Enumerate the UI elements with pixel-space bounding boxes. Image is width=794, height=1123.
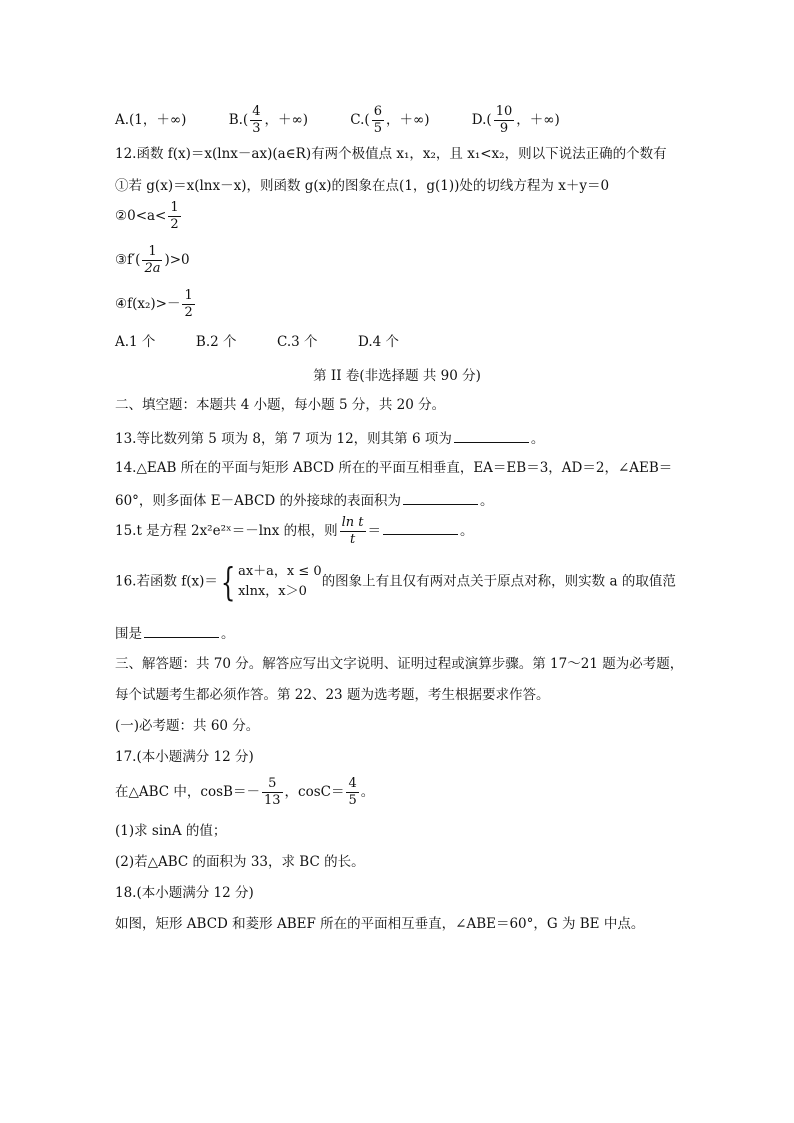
q13-text: 13.等比数列第 5 项为 8，第 7 项为 12，则其第 6 项为: [115, 431, 452, 447]
q14-line-2: [115, 490, 493, 510]
q15-end: 。: [460, 523, 474, 539]
q16-end: 。: [221, 626, 235, 642]
q16-cases: [238, 562, 322, 602]
q17-frac-1-den: 13: [263, 793, 281, 808]
q11-b-fraction: [250, 104, 262, 137]
q11-option-a: A.(1，＋∞): [115, 112, 187, 128]
q12-s4-prefix: ④f(x₂)>－: [115, 296, 181, 312]
q11-b-num: 4: [252, 104, 261, 119]
q16-line-1: [115, 562, 676, 602]
q17-stem-end: 。: [360, 784, 375, 800]
q15-suffix: ＝: [367, 523, 382, 539]
q17-frac-1-num: 5: [268, 776, 277, 791]
q15-prefix: 15.t 是方程 2x²e²ˣ＝－lnx 的根，则: [115, 523, 338, 539]
q11-option-c: [350, 104, 429, 137]
q17-part-1: (1)求 sinA 的值；: [115, 823, 227, 839]
q17-title: 17.(本小题满分 12 分): [115, 749, 254, 765]
q12-s2-den: 2: [170, 217, 179, 232]
q12-s3-suffix: )>0: [164, 252, 190, 268]
q11-d-num: 10: [495, 104, 513, 119]
q16-suffix: 的图象上有且仅有两对点关于原点对称，则实数 a 的取值范: [321, 573, 676, 590]
q13: [115, 428, 544, 448]
q11-option-d: [472, 104, 560, 137]
q14-end: 。: [479, 493, 494, 509]
q12-s4-den: 2: [184, 305, 193, 320]
q16-case-1: ax＋a，x ≤ 0: [238, 564, 322, 579]
q11-c-suffix: ，＋∞): [385, 112, 430, 128]
q15-num: ln t: [341, 515, 364, 530]
q12-s3-num: 1: [148, 244, 157, 259]
q11-c-den: 5: [373, 121, 382, 136]
q13-answer-blank[interactable]: [454, 428, 529, 443]
q12-s3-fraction: [142, 244, 162, 277]
q11-options: [115, 104, 598, 137]
q16-case-2: xlnx，x＞0: [238, 584, 307, 599]
q14-line-1: 14.△EAB 所在的平面与矩形 ABCD 所在的平面互相垂直，EA＝EB＝3，AD＝2，∠AEB＝: [115, 460, 673, 476]
q15-fraction: [340, 515, 366, 548]
q18-stem: 如图，矩形 ABCD 和菱形 ABEF 所在的平面相互垂直，∠ABE＝60°，G 为 BE 中点。: [115, 916, 645, 932]
q17-frac-2: [346, 776, 358, 809]
q17-frac-1: [262, 776, 283, 809]
q11-c-prefix: C.(: [350, 112, 370, 128]
q17-stem: [115, 776, 374, 809]
q12-statement-4: [115, 288, 197, 321]
q14-answer-blank[interactable]: [403, 490, 478, 505]
q12-s2-fraction: [168, 200, 180, 233]
q12-s2-prefix: ②0<a<: [115, 208, 167, 224]
q17-stem-mid: ，cosC＝: [284, 784, 345, 800]
q16-line-2: [115, 623, 235, 643]
q15-answer-blank[interactable]: [383, 520, 458, 535]
q17-stem-prefix: 在△ABC 中，cosB＝－: [115, 784, 260, 800]
q12-stem: 12.函数 f(x)＝x(lnx－ax)(a∈R)有两个极值点 x₁，x₂，且 x₁<x₂，则以下说法正确的个数有: [115, 146, 667, 162]
q12-statement-3: [115, 244, 190, 277]
q12-s2-num: 1: [170, 200, 179, 215]
q11-b-suffix: ，＋∞): [264, 112, 308, 128]
q16-brace: {: [220, 560, 236, 604]
q15-den: t: [340, 531, 366, 548]
q11-d-fraction: [494, 104, 515, 137]
section3-heading: 三、解答题：共 70 分。解答应写出文字说明、证明过程或演算步骤。第 17～21 题为必考题，: [115, 656, 684, 672]
q16-line-2-text: 围是: [115, 626, 142, 642]
section2-heading: 二、填空题：本题共 4 小题，每小题 5 分，共 20 分。: [115, 397, 446, 413]
q12-s4-num: 1: [184, 288, 193, 303]
q16-prefix: 16.若函数 f(x)＝: [115, 573, 218, 590]
q18-title: 18.(本小题满分 12 分): [115, 885, 254, 901]
q12-statement-2: [115, 200, 183, 233]
q12-s3-den: 2a: [144, 261, 161, 276]
q11-c-fraction: [372, 104, 384, 137]
q17-frac-2-num: 4: [348, 776, 357, 791]
q17-part-2: (2)若△ABC 的面积为 33，求 BC 的长。: [115, 854, 365, 870]
q11-option-b: [229, 104, 308, 137]
q12-options: A.1 个 B.2 个 C.3 个 D.4 个: [115, 334, 400, 350]
required-heading: (一)必考题：共 60 分。: [115, 718, 260, 734]
q16-answer-blank[interactable]: [144, 623, 219, 638]
part2-title: 第 II 卷(非选择题 共 90 分): [313, 368, 481, 384]
q14-text: 60°，则多面体 E－ABCD 的外接球的表面积为: [115, 493, 401, 509]
q11-b-den: 3: [252, 121, 261, 136]
q13-end: 。: [530, 431, 545, 447]
section3-line-2: 每个试题考生都必须作答。第 22、23 题为选考题，考生根据要求作答。: [115, 687, 550, 703]
q17-frac-2-den: 5: [348, 793, 357, 808]
q11-d-suffix: ，＋∞): [516, 112, 560, 128]
q12-statement-1: ①若 g(x)＝x(lnx－x)，则函数 g(x)的图象在点(1，g(1))处的切线方程为 x＋y＝0: [115, 178, 610, 194]
q12-s3-prefix: ③f′(: [115, 252, 141, 268]
q12-s4-fraction: [182, 288, 194, 321]
q11-b-prefix: B.(: [228, 112, 249, 128]
q11-d-prefix: D.(: [471, 112, 492, 128]
q15: [115, 515, 474, 548]
q11-c-num: 6: [373, 104, 382, 119]
q11-d-den: 9: [494, 120, 515, 137]
